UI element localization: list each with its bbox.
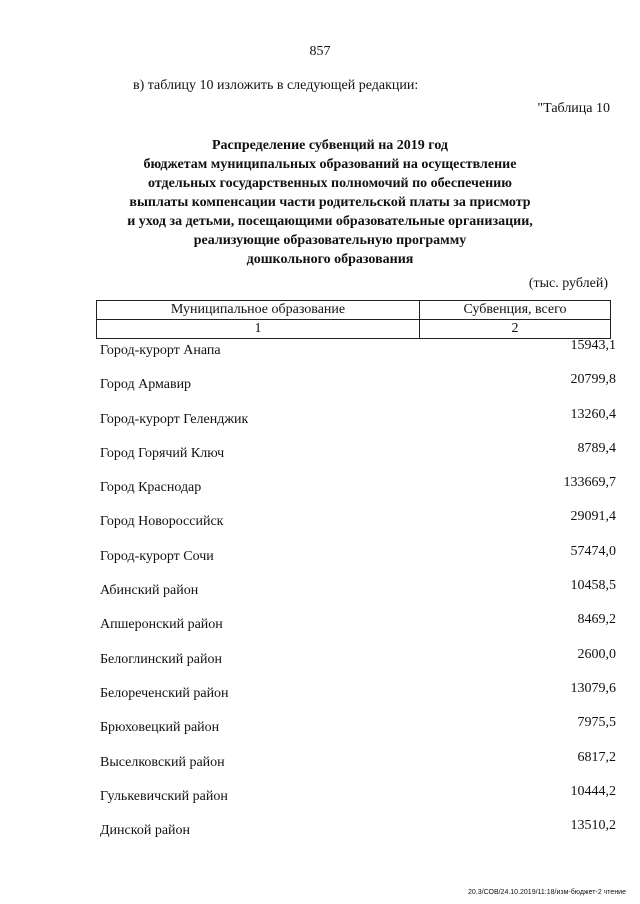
municipality-name: Абинский район [100,583,199,599]
subvention-value: 13510,2 [570,818,616,834]
page-number: 857 [309,44,331,59]
subvention-value: 10458,5 [570,578,616,594]
column-number: 1 [97,320,420,339]
municipality-name: Город-курорт Геленджик [100,411,249,427]
subvention-value: 13079,6 [570,680,616,696]
table-row [0,441,640,475]
subvention-value: 15943,1 [570,338,616,353]
title-line: дошкольного образования [246,252,414,267]
table-row [0,407,640,441]
municipality-name: Апшеронский район [100,617,223,633]
title-line: и уход за детьми, посещающими образовательные организации, [127,214,533,229]
table-row [0,750,640,784]
subvention-value: 8789,4 [577,440,616,456]
subvention-value: 13260,4 [570,406,616,422]
municipality-name: Динской район [100,823,191,839]
table-row [0,715,640,749]
table-row [0,647,640,681]
municipality-name: Город-курорт Анапа [100,343,221,358]
title-line: выплаты компенсации части родительской платы за присмотр [129,195,531,210]
title-line: Распределение субвенций на 2019 год [212,138,448,153]
column-header-municipality: Муниципальное образование [97,301,420,320]
subvention-value: 20799,8 [570,372,616,388]
subvention-value: 10444,2 [570,783,616,799]
column-number: 2 [420,320,611,339]
municipality-name: Город-курорт Сочи [100,548,214,564]
table-row [0,612,640,646]
municipality-name: Город Горячий Ключ [100,445,225,461]
municipality-name: Белореченский район [100,685,229,701]
municipality-name: Белоглинский район [100,651,222,667]
municipality-name: Город Армавир [100,377,192,393]
table-row [0,509,640,543]
municipality-name: Выселковский район [100,754,225,770]
table-row [0,784,640,818]
column-header-subvention: Субвенция, всего [420,301,611,320]
table-label: "Таблица 10 [537,101,610,116]
subvention-value: 8469,2 [577,612,616,628]
table-row [0,818,640,852]
subvention-value: 2600,0 [577,646,616,662]
table-row [0,372,640,406]
units-label: (тыс. рублей) [528,276,608,291]
table-row [0,681,640,715]
table-header [96,300,611,339]
document-title [60,136,600,269]
subvention-value: 133669,7 [563,475,616,491]
title-line: отдельных государственных полномочий по обеспечению [148,176,512,191]
municipality-name: Гулькевичский район [100,788,228,804]
title-line: реализующие образовательную программу [193,233,467,248]
subvention-value: 29091,4 [570,509,616,525]
subvention-value: 7975,5 [577,715,616,731]
table-row [0,578,640,612]
municipality-name: Брюховецкий район [100,720,220,736]
municipality-name: Город Новороссийск [100,514,224,530]
municipality-name: Город Краснодар [100,480,202,496]
footer-stamp: 20.3/СОВ/24.10.2019/11:18/изм-бюджет-2 чтение [468,889,626,896]
table-row [0,338,640,372]
table-row [0,544,640,578]
subvention-value: 6817,2 [577,749,616,765]
table-row [0,475,640,509]
title-line: бюджетам муниципальных образований на осуществление [143,157,517,172]
subvention-value: 57474,0 [570,543,616,559]
table-body [0,338,640,852]
intro-text: в) таблицу 10 изложить в следующей редакции: [133,78,419,93]
